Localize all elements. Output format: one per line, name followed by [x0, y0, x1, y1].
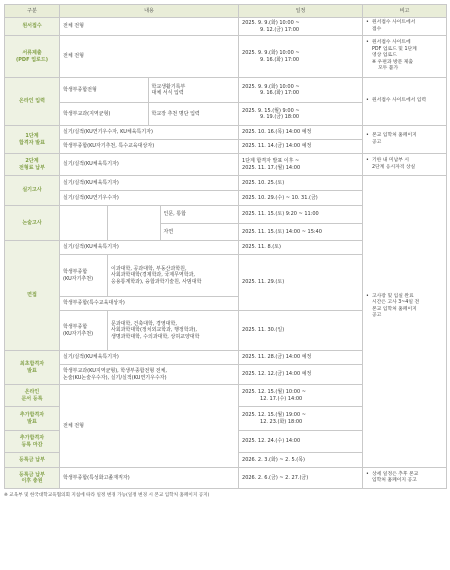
row-notes: • 기한 내 미납부 시 2단계 응시자격 상실 — [363, 154, 447, 176]
row-content: 학생부종합 (KU자기추천) — [60, 311, 108, 351]
header-schedule: 일정 — [239, 5, 363, 18]
row-schedule: 2025. 12. 15.(월) 19:00 ~ 12. 23.(화) 18:00 — [239, 407, 363, 431]
schedule-table — [4, 4, 447, 489]
table-row — [5, 468, 447, 489]
row-schedule: 2025. 9. 9.(화) 10:00 ~ 9. 16.(화) 17:00 — [239, 78, 363, 103]
row-content: 학생부종합(특수교육대상자) — [60, 297, 239, 311]
row-notes: • 고사장 및 입실 완료 시간은 고사 3~4일 전 본교 입학처 홈페이지 공고 — [363, 176, 447, 468]
row-category: 등록금 납부 — [5, 453, 60, 468]
row-content: 실기/실적(KU체육특기자) — [60, 241, 239, 255]
table-row — [5, 78, 447, 103]
table-row — [5, 18, 447, 36]
row-content: 학생부종합전형 — [60, 78, 148, 102]
row-schedule: 2025. 12. 24.(수) 14:00 — [239, 431, 363, 453]
row-schedule: 2025. 10. 29.(수) ~ 10. 31.(금) — [239, 191, 363, 206]
row-content: 실기/실적(KU연기우수자) — [60, 191, 239, 206]
row-schedule: 2025. 9. 9.(화) 10:00 ~ 9. 12.(금) 17:00 — [239, 18, 363, 36]
row-content: 실기/실적(KU체육특기자) — [60, 176, 239, 191]
table-row — [5, 126, 447, 140]
header-notes: 비고 — [363, 5, 447, 18]
row-content: 학생부종합 (KU자기추천) — [60, 255, 108, 297]
row-subcontent: 학교생활기록부 대체 서식 입력 — [151, 83, 186, 96]
row-subcontent: 자연 — [163, 228, 174, 235]
row-category: 면접 — [5, 241, 60, 351]
row-schedule: 2026. 2. 6.(금) ~ 2. 27.(금) — [239, 468, 363, 489]
row-content: 학생부종합(특성화고졸재직자) — [60, 468, 239, 489]
row-subcontent: 학교장 추천 명단 입력 — [151, 110, 200, 117]
row-category: 서류제출 (PDF 업로드) — [5, 36, 60, 78]
row-notes: • 상세 일정은 추후 본교 입학처 홈페이지 공고 — [363, 468, 447, 489]
row-schedule: 2025. 11. 28.(금) 14:00 예정 — [239, 351, 363, 365]
row-subcontent: 인문, 통합 — [160, 206, 238, 223]
row-schedule: 2025. 11. 14.(금) 14:00 예정 — [239, 140, 363, 154]
row-category: 온라인 문서 등록 — [5, 385, 60, 407]
table-row — [5, 176, 447, 191]
table-row — [5, 154, 447, 176]
row-content: 실기/실적(KU체육특기자) — [60, 351, 239, 365]
row-content: 학생부교과(KU지역균형), 학생부종합전형 전체, 논술(KU논술우수자), 실기/실적(KU연기우수자) — [60, 365, 239, 385]
row-schedule: 1단계 합격자 발표 이후 ~ 2025. 11. 17.(월) 14:00 — [239, 154, 363, 176]
row-schedule: 2025. 11. 8.(토) — [239, 241, 363, 255]
row-content: 학생부교과(지역균형) — [60, 103, 148, 125]
row-category: 원서접수 — [5, 18, 60, 36]
row-category: 논술고사 — [5, 206, 60, 241]
row-schedule: 2025. 12. 12.(금) 14:00 예정 — [239, 365, 363, 385]
row-schedule: 2025. 11. 15.(토) 9:20 ~ 11:00 — [239, 206, 363, 224]
row-notes: • 원서접수 사이트에서 접수 — [363, 18, 447, 36]
row-schedule: 2025. 12. 15.(월) 10:00 ~ 12. 17.(수) 14:00 — [239, 385, 363, 407]
row-category: 실기고사 — [5, 176, 60, 206]
row-schedule: 2026. 2. 3.(화) ~ 2. 5.(목) — [239, 453, 363, 468]
row-content: 실기/실적(KU연기우수자, KU체육특기자) — [60, 126, 239, 140]
row-schedule: 2025. 10. 25.(토) — [239, 176, 363, 191]
row-schedule: 2025. 11. 30.(일) — [239, 311, 363, 351]
row-notes: • 원서접수 사이트에서 입력 — [363, 78, 447, 126]
row-schedule: 2025. 9. 15.(월) 9:00 ~ 9. 19.(금) 18:00 — [239, 103, 363, 126]
row-content: 전체 전형 — [60, 18, 239, 36]
row-content: 전체 전형 — [60, 385, 239, 468]
row-category: 추가합격자 발표 — [5, 407, 60, 431]
row-schedule: 2025. 11. 29.(토) — [239, 255, 363, 311]
row-content: 전체 전형 — [60, 36, 239, 78]
row-category: 2단계 전형료 납부 — [5, 154, 60, 176]
row-schedule: 2025. 9. 9.(화) 10:00 ~ 9. 16.(화) 17:00 — [239, 36, 363, 78]
row-category: 등록금 납부 이후 충원 — [5, 468, 60, 489]
row-content — [60, 206, 108, 241]
table-row — [5, 36, 447, 78]
row-subcontent: 문과대학, 건축대학, 경영대학, 사회과학대학(정치외교학과, 행정학과), 생명과학대학, 수의과대학, 상허교양대학 — [108, 311, 239, 351]
header-category: 구분 — [5, 5, 60, 18]
row-schedule: 2025. 11. 15.(토) 14:00 ~ 15:40 — [239, 223, 363, 241]
row-notes: • 원서접수 사이트에 PDF 업로드 및 1단계 영상 업로드 ※ 우편과 방문 제출 모두 불가 — [363, 36, 447, 78]
header-content: 내용 — [60, 5, 239, 18]
row-category: 온라인 입력 — [5, 78, 60, 126]
footnote: ※ 교육부 및 한국대학교육협의회 지침에 따라 일정 변경 가능(일정 변경 시 본교 입학처 홈페이지 공지) — [4, 493, 210, 498]
row-content: 학생부종합(KU자기추천, 특수교육대상자) — [60, 140, 239, 154]
table-header-row — [5, 5, 447, 18]
row-subcontent: 이과대학, 공과대학, 부동산과학원, 사회과학대학(경제학과, 국제무역학과, 응용통계학과), 융합과학기술원, 사범대학 — [108, 255, 239, 297]
row-content: 실기/실적(KU체육특기자) — [60, 154, 239, 176]
row-schedule: 2025. 10. 16.(목) 14:00 예정 — [239, 126, 363, 140]
schedule-document — [4, 4, 446, 498]
row-category: 최초합격자 발표 — [5, 351, 60, 385]
row-category: 1단계 합격자 발표 — [5, 126, 60, 154]
row-notes: • 본교 입학처 홈페이지 공고 — [363, 126, 447, 154]
row-category: 추가합격자 등록 마감 — [5, 431, 60, 453]
